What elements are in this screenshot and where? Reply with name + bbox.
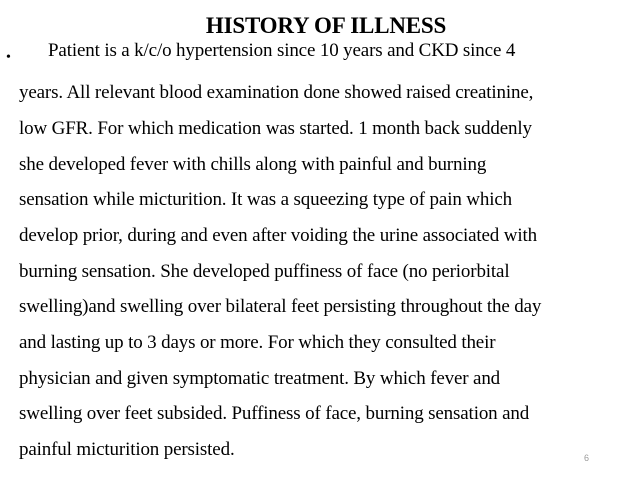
paragraph-line: Patient is a k/c/o hypertension since 10 years and CKD since 4 bbox=[48, 40, 516, 61]
paragraph-line: she developed fever with chills along with painful and burning bbox=[19, 154, 487, 175]
paragraph-line: swelling)and swelling over bilateral feet persisting throughout the day bbox=[19, 296, 542, 317]
page-number: 6 bbox=[584, 453, 590, 463]
bullet-icon: • bbox=[6, 50, 11, 65]
slide-title: HISTORY OF ILLNESS bbox=[205, 13, 447, 38]
paragraph-line: swelling over feet subsided. Puffiness of face, burning sensation and bbox=[19, 403, 530, 424]
paragraph-line: sensation while micturition. It was a squeezing type of pain which bbox=[19, 189, 512, 210]
paragraph-line: low GFR. For which medication was started. 1 month back suddenly bbox=[19, 118, 532, 139]
paragraph-line: and lasting up to 3 days or more. For which they consulted their bbox=[19, 332, 496, 353]
paragraph-line: years. All relevant blood examination done showed raised creatinine, bbox=[19, 82, 534, 103]
paragraph-line: physician and given symptomatic treatment. By which fever and bbox=[19, 368, 501, 389]
paragraph-line: develop prior, during and even after voiding the urine associated with bbox=[19, 225, 537, 246]
paragraph-line: painful micturition persisted. bbox=[19, 439, 235, 460]
paragraph-line: burning sensation. She developed puffiness of face (no periorbital bbox=[19, 261, 510, 282]
